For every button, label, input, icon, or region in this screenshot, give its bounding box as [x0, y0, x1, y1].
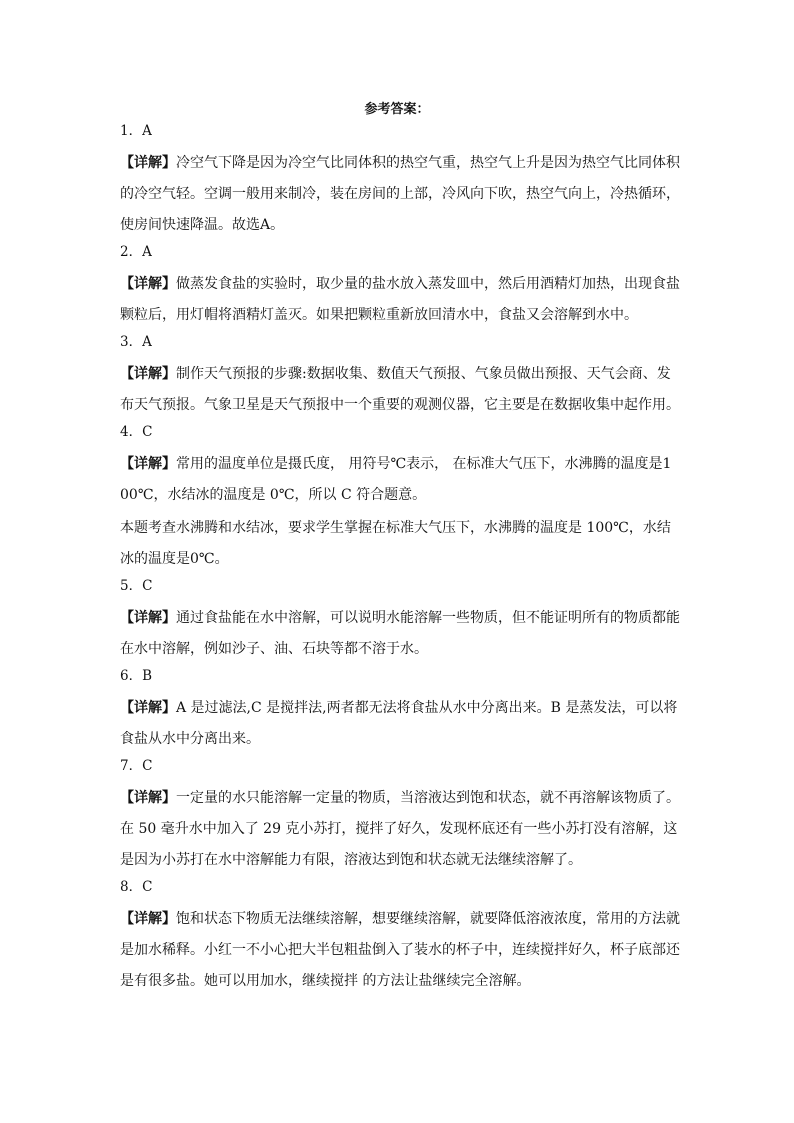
explanation-tag: 【详解】 — [120, 610, 176, 626]
answer-item-2 — [120, 243, 680, 331]
explanation-text: 冷空气下降是因为冷空气比同体积的热空气重，热空气上升是因为热空气比同体积的冷空气轻。空调一般用来制冷，装在房间的上部，冷风向下吹，热空气向上，冷热循环，使房间快速降温。故选A。 — [120, 155, 680, 233]
answer-item-8 — [120, 878, 680, 997]
answer-item-4 — [120, 423, 680, 575]
explanation-tag: 【详解】 — [120, 366, 176, 382]
answer-number: 3．A — [120, 334, 152, 350]
answer-number: 7．C — [120, 758, 153, 774]
answer-explanation — [120, 449, 680, 511]
explanation-text: 通过食盐能在水中溶解，可以说明水能溶解一些物质，但不能证明所有的物质都能在水中溶解，例如沙子、油、石块等都不溶于水。 — [120, 610, 680, 657]
explanation-text: 一定量的水只能溶解一定量的物质，当溶液达到饱和状态，就不再溶解该物质了。在 50 毫升水中加入了 29 克小苏打，搅拌了好久，发现杯底还有一些小苏打没有溶解，这是因为小苏打在水中溶解能力有限，溶液达到饱和状态就无法继续溶解了。 — [120, 790, 680, 868]
answer-list — [120, 122, 680, 999]
explanation-tag: 【详解】 — [120, 911, 176, 927]
answer-explanation — [120, 603, 680, 665]
answer-number: 6．B — [120, 668, 153, 684]
answer-item-3 — [120, 333, 680, 421]
answer-explanation — [120, 783, 680, 876]
explanation-text: 饱和状态下物质无法继续溶解，想要继续溶解，就要降低溶液浓度，常用的方法就是加水稀释。小红一不小心把大半包粗盐倒入了装水的杯子中，连续搅拌好久，杯子底部还是有很多盐。她可以用加水，继续搅拌 的方法让盐继续完全溶解。 — [120, 911, 680, 989]
explanation-text: A 是过滤法,C 是搅拌法,两者都无法将食盐从水中分离出来。B 是蒸发法，可以将食盐从水中分离出来。 — [120, 700, 678, 747]
page-title: 参考答案： — [364, 102, 430, 117]
explanation-text: 制作天气预报的步骤:数据收集、数值天气预报、气象员做出预报、天气会商、发布天气预报。气象卫星是天气预报中一个重要的观测仪器，它主要是在数据收集中起作用。 — [120, 366, 680, 413]
answer-number: 1．A — [120, 123, 152, 139]
explanation-tag: 【详解】 — [120, 155, 176, 171]
answer-number: 8．C — [120, 879, 153, 895]
explanation-tag: 【详解】 — [120, 700, 176, 716]
answer-item-5 — [120, 577, 680, 665]
answer-explanation — [120, 148, 680, 241]
answer-explanation — [120, 904, 680, 997]
explanation-text: 做蒸发食盐的实验时，取少量的盐水放入蒸发皿中，然后用酒精灯加热，出现食盐颗粒后，用灯帽将酒精灯盖灭。如果把颗粒重新放回清水中，食盐又会溶解到水中。 — [120, 276, 680, 323]
answer-number: 5．C — [120, 578, 153, 594]
answer-note: 本题考查水沸腾和水结冰，要求学生掌握在标准大气压下，水沸腾的温度是 100℃，水结冰的温度是0℃。 — [120, 520, 671, 567]
answer-explanation — [120, 693, 680, 755]
answer-number: 4．C — [120, 424, 153, 440]
explanation-tag: 【详解】 — [120, 790, 176, 806]
answer-item-6 — [120, 667, 680, 755]
answer-item-1 — [120, 122, 680, 241]
explanation-tag: 【详解】 — [120, 456, 176, 472]
answer-explanation — [120, 359, 680, 421]
answer-number: 2．A — [120, 244, 152, 260]
explanation-tag: 【详解】 — [120, 276, 176, 292]
answer-explanation — [120, 269, 680, 331]
answer-item-7 — [120, 757, 680, 876]
explanation-text: 常用的温度单位是摄氏度， 用符号℃表示， 在标准大气压下，水沸腾的温度是100℃，水结冰的温度是 0℃，所以 C 符合题意。 — [120, 456, 672, 503]
